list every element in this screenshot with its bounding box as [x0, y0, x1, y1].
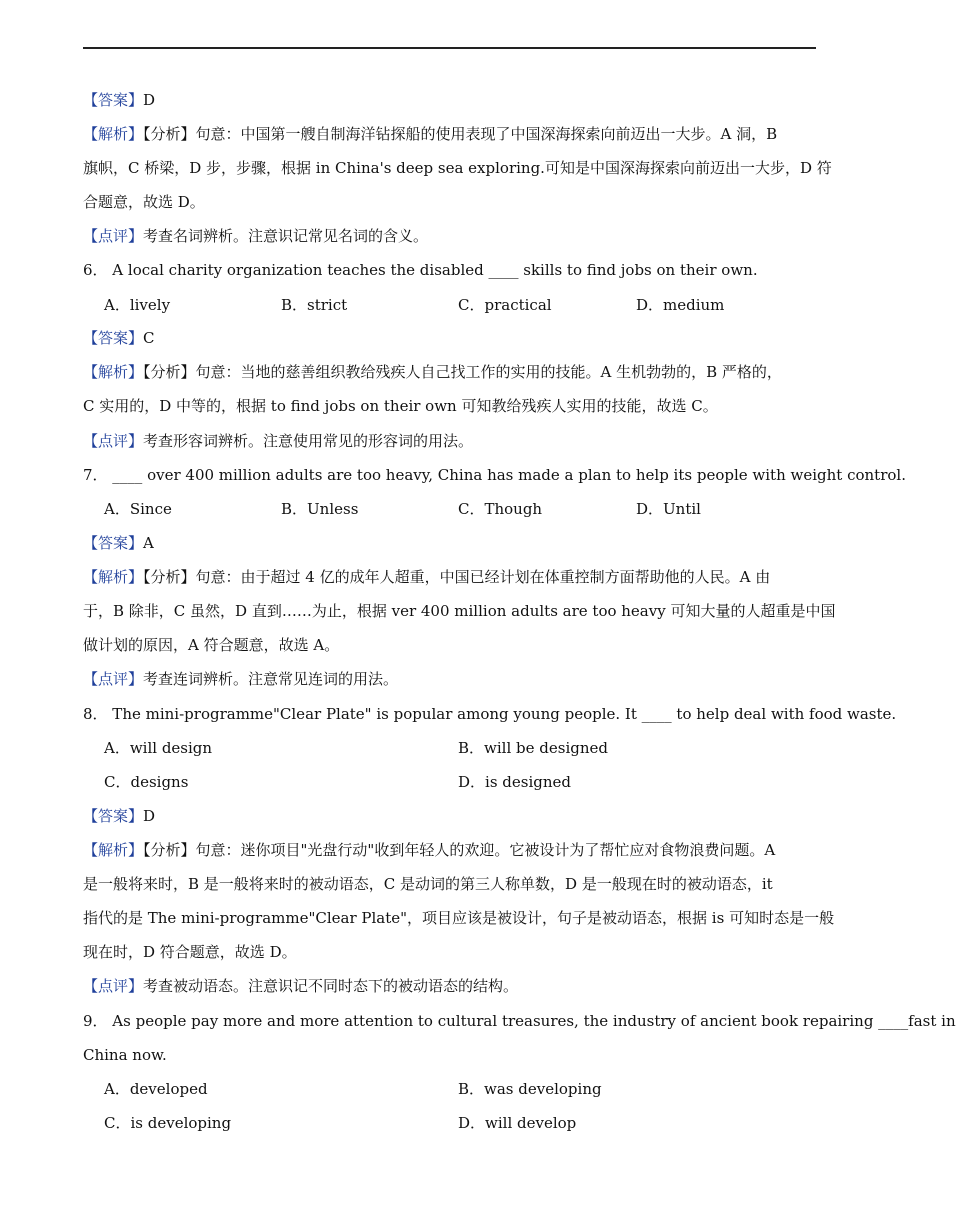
q6-option-c: C．practical — [458, 296, 552, 314]
comment-tag: 【点评】 — [83, 670, 144, 688]
q7-option-b: B．Unless — [281, 500, 359, 518]
q6-option-d: D．medium — [636, 296, 725, 314]
analysis-tag: 【解析】 — [83, 841, 144, 859]
comment-tag: 【点评】 — [83, 977, 144, 995]
q7-comment: 【点评】考查连词辨析。注意常见连词的用法。 — [83, 670, 399, 688]
q7-option-a: A．Since — [104, 500, 172, 518]
q5-analysis-line-1: 【解析】【分析】句意：中国第一艘自制海洋钻探船的使用表现了中国深海探索向前迈出一大步。A 洞，B — [83, 125, 778, 143]
answer-tag: 【答案】 — [83, 91, 144, 109]
q9-option-a: A．developed — [104, 1080, 208, 1098]
comment-tag: 【点评】 — [83, 432, 144, 450]
q9-stem-line-2: China now. — [83, 1046, 167, 1064]
q8-option-c: C．designs — [104, 773, 189, 791]
q8-answer: 【答案】D — [83, 807, 156, 825]
q6-analysis-line-2: C 实用的，D 中等的，根据 to find jobs on their own 可知教给残疾人实用的技能，故选 C。 — [83, 397, 718, 415]
analysis-tag: 【解析】 — [83, 125, 144, 143]
q8-option-b: B．will be designed — [458, 739, 608, 757]
q5-analysis-line-2: 旗帜，C 桥梁，D 步，步骤，根据 in China's deep sea exploring.可知是中国深海探索向前迈出一大步，D 符 — [83, 159, 832, 177]
q7-analysis-line-3: 做计划的原因，A 符合题意，故选 A。 — [83, 636, 340, 654]
q5-analysis-line-3: 合题意，故选 D。 — [83, 193, 205, 211]
q8-option-a: A．will design — [104, 739, 213, 757]
q7-stem: 7． ____ over 400 million adults are too heavy, China has made a plan to help its people with weight control. — [83, 466, 906, 484]
q9-option-c: C．is developing — [104, 1114, 232, 1132]
q7-option-d: D．Until — [636, 500, 701, 518]
analysis-tag: 【解析】 — [83, 568, 144, 586]
answer-tag: 【答案】 — [83, 534, 144, 552]
q6-answer: 【答案】C — [83, 329, 155, 347]
q7-analysis-line-2: 于，B 除非，C 虽然，D 直到……为止，根据 ver 400 million adults are too heavy 可知大量的人超重是中国 — [83, 602, 836, 620]
q6-stem: 6． A local charity organization teaches the disabled ____ skills to find jobs on their own. — [83, 261, 758, 279]
q6-analysis-line-1: 【解析】【分析】句意：当地的慈善组织教给残疾人自己找工作的实用的技能。A 生机勃勃的，B 严格的， — [83, 363, 782, 381]
header-rule — [83, 47, 816, 49]
q9-option-b: B．was developing — [458, 1080, 602, 1098]
q6-option-b: B．strict — [281, 296, 348, 314]
q9-stem-line-1: 9． As people pay more and more attention to cultural treasures, the industry of ancient book repairing ____fast in — [83, 1012, 956, 1030]
q8-option-d: D．is designed — [458, 773, 572, 791]
q8-analysis-line-4: 现在时，D 符合题意，故选 D。 — [83, 943, 297, 961]
analysis-tag: 【解析】 — [83, 363, 144, 381]
q9-option-d: D．will develop — [458, 1114, 577, 1132]
q8-analysis-line-1: 【解析】【分析】句意：迷你项目"光盘行动"收到年轻人的欢迎。它被设计为了帮忙应对食物浪费问题。A — [83, 841, 776, 859]
q8-analysis-line-2: 是一般将来时，B 是一般将来时的被动语态，C 是动词的第三人称单数，D 是一般现在时的被动语态，it — [83, 875, 773, 893]
q7-analysis-line-1: 【解析】【分析】句意：由于超过 4 亿的成年人超重，中国已经计划在体重控制方面帮助他的人民。A 由 — [83, 568, 771, 586]
q8-stem: 8． The mini-programme"Clear Plate" is popular among young people. It ____ to help deal with food waste. — [83, 705, 897, 723]
q6-option-a: A．lively — [104, 296, 171, 314]
answer-tag: 【答案】 — [83, 807, 144, 825]
comment-tag: 【点评】 — [83, 227, 144, 245]
q8-comment: 【点评】考查被动语态。注意识记不同时态下的被动语态的结构。 — [83, 977, 519, 995]
q5-comment: 【点评】考查名词辨析。注意识记常见名词的含义。 — [83, 227, 429, 245]
q5-answer: 【答案】D — [83, 91, 156, 109]
q7-option-c: C．Though — [458, 500, 543, 518]
q8-analysis-line-3: 指代的是 The mini-programme"Clear Plate"，项目应该是被设计，句子是被动语态，根据 is 可知时态是一般 — [83, 909, 835, 927]
answer-tag: 【答案】 — [83, 329, 144, 347]
q6-comment: 【点评】考查形容词辨析。注意使用常见的形容词的用法。 — [83, 432, 474, 450]
q7-answer: 【答案】A — [83, 534, 154, 552]
